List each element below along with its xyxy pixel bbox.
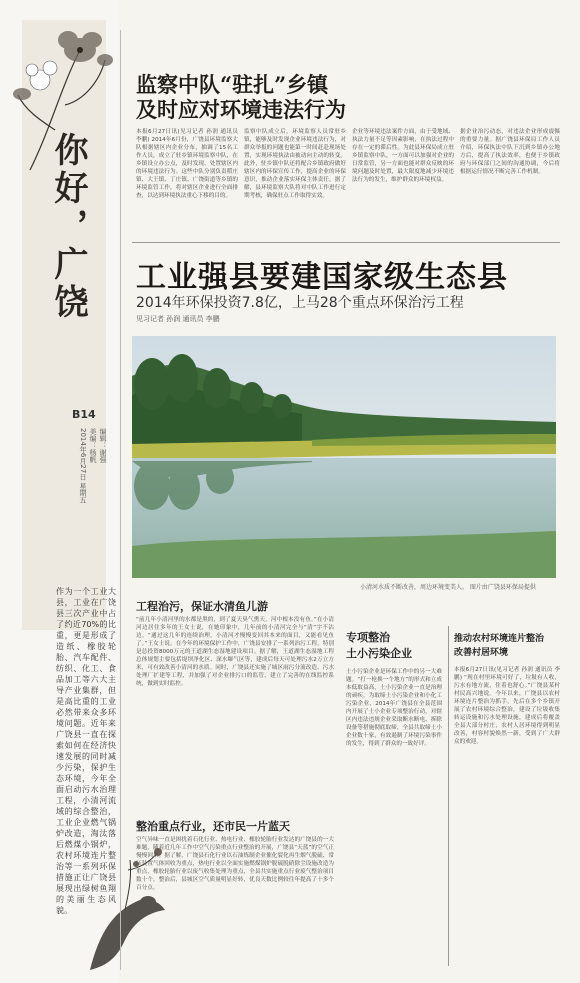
section3-title-line-1: 专项整治 [346, 631, 390, 644]
section1-body: “前几年小清河里的水都是黑的，到了夏天臭气熏天，河中根本没有鱼。”在小清河边居住多年的王女士说，在她印象中，几年前的小清河完全与“清”字不沾边。“通过这几年的连续治理，小清河才慢慢变回其本来的面目，又能看见鱼了。”王女士说。在今年的环境保护工作中，广饶县安排了一系列治污工程，特别是总投资8000万元的王道湖生态湿地建设项目。据了解，王道湖生态湿地工程总体规划主要包括堤坝净化区、深水曝气区等，建成后每天可处理污水2万立方米，可有效改善小清河的水质。同时，广饶县还实施了城区雨污分流改造、污水处理厂扩建等工程，并加强了对企业排污口的监管，建立了完善的在线监控系统，做到实时监控。 [136, 617, 334, 687]
page-number: B14 [72, 408, 96, 421]
article2-byline: 见习记者 孙润 通讯员 李鹏 [136, 315, 220, 323]
section-title: 你好，广饶 [48, 132, 88, 322]
article2-headline: 工业强县要建国家级生态县 [136, 260, 508, 295]
sidebar [0, 0, 118, 983]
meta-editor: 编辑：谢强 [99, 428, 107, 463]
meta-designer: 美编：杨帆 [89, 428, 97, 463]
section4-title [454, 632, 544, 660]
article1-col3: 企业等环境违法案件方面，由于受地域、执法力量不足等因素影响，在执法过程中存在一定的滞后性。为此县环保局成立驻乡镇监察中队，一方面可以加强对企业的日常监管，另一方面也能对群众反映的环境问题及时处置，最大限度地减少环境违法行为的发生，维护群众的环境权益。 [352, 129, 454, 183]
photo-caption: 小清河水质不断改善，周边环境变美人。 图片由广饶县环保局提供 [360, 584, 536, 591]
lead-paragraph: 作为一个工业大县，工业在广饶县三次产业中占了约近70%的比重，更是形成了造纸、橡胶轮胎、汽车配件、纺织、化工、食品加工等六大主导产业集群，但是高比重的工业必然带来众多环境问题。近年来广饶县一直在探索如何在经济快速发展的同时减少污染，保护生态环境，今年全面启动污水治理工程，小清河流域的综合整治，工业企业燃气锅炉改造，淘汰落后燃煤小锅炉，农村环境连片整治等一系列环保措施正让广饶县展现出绿树鱼翔的美丽生态风貌。 [56, 587, 116, 915]
section3-title [346, 630, 412, 662]
article1-headline [136, 72, 346, 122]
section2-title: 整治重点行业，还市民一片蓝天 [136, 820, 290, 833]
article2-subheadline: 2014年环保投资7.8亿，上马28个重点环保治污工程 [136, 295, 464, 311]
section2-body: 空气异味一直是困扰着石化行业、热电行业、橡胶轮胎行业发达的广饶县的一大难题，随着近几年工作中空气污染重点行业整治的开展，广饶县“天蓝”的空气正慢慢回来。据了解，广饶县石化行业以石油炼制企业催化裂化再生烟气脱硫、常压装置气体回收为重点，热电行业以全面实施燃煤锅炉脱硫脱硝除尘设施改造为重点，橡胶轮胎行业以废气收集处理为重点，全县共实施重点行业废气整治项目数十个。整治后，县城区空气质量明显好转，优良天数比例较往年提高了十多个百分点。 [136, 837, 334, 891]
section1-title: 工程治污，保证水清鱼儿游 [136, 600, 268, 613]
column-divider [120, 30, 121, 970]
section4-title-line-2: 改善村居环境 [454, 648, 509, 658]
column-divider-right [448, 626, 449, 966]
section4-body: 本报6月27日讯(见习记者 孙润 通讯员 李鹏) “现在村里环境可好了，垃圾有人收，污水有地方流，住着也舒心。”广饶县某村村民高兴地说。今年以来，广饶县以农村环境连片整治为抓手，先后在多个乡镇开展了农村环境综合整治，建设了垃圾收集转运设施和污水处理设施，建成后将覆盖全县大部分村庄，农村人居环境得到明显改善，村容村貌焕然一新，受到了广大群众的欢迎。 [454, 667, 560, 745]
section3-title-line-2: 土小污染企业 [346, 647, 412, 660]
article1-col1: 本报6月27日讯(见习记者 孙润 通讯员 李鹏) 2014年6月份，广饶县环境监察大队根据辖区内企业分布，抽调了15名工作人员，成立了驻乡镇环境监察中队，在乡镇设立办公点，及时发现、处置辖区内的环境违法行为。这些中队分别负责稻庄镇、大王镇、丁庄镇、广饶街道等乡镇的环境监管工作，将对辖区企业进行全面排查，以达到环境执法重心下移的目的。 [136, 129, 238, 199]
section4-title-line-1: 推动农村环境连片整治 [454, 634, 545, 644]
headline-line-1: 监察中队“驻扎”乡镇 [136, 72, 329, 97]
article1-col4: 据企业治污动态，对违法企业形成震慑的重要力量。据广饶县环保局工作人员介绍，环保执法中队下沉到乡镇办公地方后，提高了执法效率，也便于乡镇政府与环保部门之间的沟通协调，今后将根据运行情况不断完善工作机制。 [460, 129, 560, 175]
article1-col2: 监察中队成立后，环境监察人员常驻乡镇，能够及时发现企业环境违法行为，对群众举报的问题也能第一时间赶赴现场处置，实现环境执法由被动向主动的转变。此外，驻乡镇中队还将配合乡镇政府做好辖区内的环保宣传工作，提高企业的环保意识，推动企业落实环保主体责任。据了解，县环境监察大队将对中队工作进行定期考核，确保驻点工作取得实效。 [244, 129, 346, 199]
headline-line-2: 及时应对环境违法行为 [136, 97, 346, 122]
river-photo [132, 336, 556, 578]
section3-body: 土小污染企业是环保工作中的另一大难题。“打一枪换一个地方”的形式和立成本低取益高，土小污染企业一直是治理的顽疾。为取缔土小污染企业和小化工污染企业，2014年广饶县在全县范围内开展了土小企业专项整治行动，对辖区内违法违规企业采取断水断电、拆除设备等措施彻底取缔，全县共取缔土小企业数十家，有效遏制了环境污染事件的发生，得到了群众的一致好评。 [346, 669, 442, 747]
section-rule [132, 242, 560, 243]
meta-date: 2014年6月27日 星期五 [79, 428, 87, 504]
